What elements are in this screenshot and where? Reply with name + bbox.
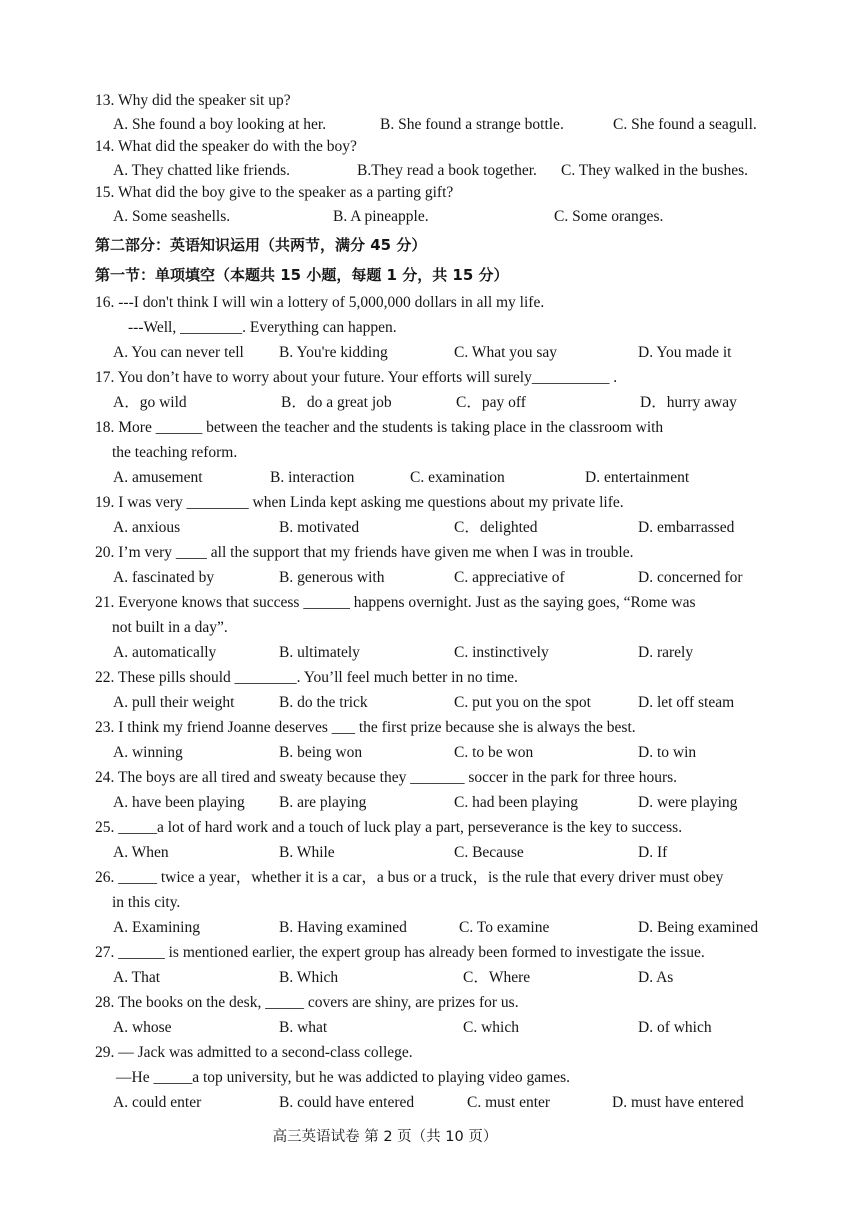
answer-option: A. That [113,969,161,986]
answer-option: B. Which [279,969,339,986]
answer-option: D. If [638,844,668,861]
answer-option: B. interaction [270,469,355,486]
question-text: 24. The boys are all tired and sweaty because they _______ soccer in the park for three hours. [95,769,678,786]
question-text: 26. _____ twice a year，whether it is a car，a bus or a truck，is the rule that every driver must obey [95,869,724,886]
page-footer: 高三英语试卷 第 2 页（共 10 页） [272,1129,498,1145]
answer-option: A．go wild [113,394,187,411]
answer-option: C. To examine [459,919,550,936]
answer-option: C. to be won [454,744,534,761]
answer-option: C. instinctively [454,644,549,661]
answer-option: A. automatically [113,644,217,661]
answer-option: A. anxious [113,519,181,536]
answer-option: A. winning [113,744,183,761]
answer-option: B. motivated [279,519,360,536]
answer-option: A. have been playing [113,794,245,811]
question-text: not built in a day”. [112,619,228,636]
answer-option: D. let off steam [638,694,735,711]
answer-option: A. When [113,844,169,861]
answer-option: A. Examining [113,919,200,936]
answer-option: B. are playing [279,794,367,811]
answer-option: D. You made it [638,344,732,361]
answer-option: D. embarrassed [638,519,735,536]
answer-option: D. concerned for [638,569,743,586]
question-text: 18. More ______ between the teacher and the students is taking place in the classroom with [95,419,664,436]
question-text: 21. Everyone knows that success ______ happens overnight. Just as the saying goes, “Rome was [95,594,696,611]
question-text: 20. I’m very ____ all the support that my friends have given me when I was in trouble. [95,544,634,561]
answer-option: C．delighted [454,519,538,536]
question-text: 23. I think my friend Joanne deserves ___ the first prize because she is always the best. [95,719,636,736]
question-text: 17. You don’t have to worry about your future. Your efforts will surely__________ . [95,369,618,386]
answer-option: D. must have entered [612,1094,744,1111]
answer-option: C. Because [454,844,524,861]
answer-option: C. had been playing [454,794,578,811]
answer-option: C. They walked in the bushes. [561,162,748,179]
question-text: 29. — Jack was admitted to a second-class college. [95,1044,413,1061]
answer-option: B. generous with [279,569,385,586]
answer-option: C. must enter [467,1094,551,1111]
answer-option: C. examination [410,469,505,486]
question-text: the teaching reform. [112,444,238,461]
answer-option: C. What you say [454,344,558,361]
answer-option: D．hurry away [640,394,737,411]
answer-option: B. ultimately [279,644,360,661]
answer-option: C．Where [463,969,531,986]
answer-option: D. entertainment [585,469,690,486]
answer-option: A. amusement [113,469,203,486]
question-text: 28. The books on the desk, _____ covers are shiny, are prizes for us. [95,994,519,1011]
answer-option: B. She found a strange bottle. [380,116,564,133]
answer-option: D. rarely [638,644,694,661]
question-text: 27. ______ is mentioned earlier, the expert group has already been formed to investigate the issue. [95,944,705,961]
question-text: 14. What did the speaker do with the boy? [95,138,357,155]
section-heading: 第一节：单项填空（本题共 15 小题，每题 1 分，共 15 分） [95,266,509,284]
question-text: 25. _____a lot of hard work and a touch of luck play a part, perseverance is the key to success. [95,819,683,836]
answer-option: B. being won [279,744,363,761]
answer-option: C. Some oranges. [554,208,664,225]
answer-option: A. Some seashells. [113,208,231,225]
question-text: 19. I was very ________ when Linda kept asking me questions about my private life. [95,494,624,511]
answer-option: C．pay off [456,394,526,411]
answer-option: D. were playing [638,794,738,811]
answer-option: A. She found a boy looking at her. [113,116,327,133]
section-heading: 第二部分：英语知识运用（共两节，满分 45 分） [95,236,427,254]
answer-option: B. You're kidding [279,344,388,361]
question-text: 22. These pills should ________. You’ll feel much better in no time. [95,669,518,686]
answer-option: D. Being examined [638,919,759,936]
answer-option: B．do a great job [281,394,392,411]
answer-option: A. They chatted like friends. [113,162,291,179]
answer-option: A. fascinated by [113,569,215,586]
answer-option: C. which [463,1019,519,1036]
question-text: —He _____a top university, but he was addicted to playing video games. [116,1069,570,1086]
answer-option: A. You can never tell [113,344,244,361]
answer-option: C. appreciative of [454,569,565,586]
answer-option: B. While [279,844,335,861]
question-text: in this city. [112,894,181,911]
question-text: 16. ---I don't think I will win a lottery of 5,000,000 dollars in all my life. [95,294,545,311]
answer-option: B. do the trick [279,694,368,711]
answer-option: B. Having examined [279,919,407,936]
answer-option: B. could have entered [279,1094,415,1111]
answer-option: C. put you on the spot [454,694,591,711]
question-text: 15. What did the boy give to the speaker as a parting gift? [95,184,454,201]
answer-option: D. of which [638,1019,712,1036]
answer-option: B.They read a book together. [357,162,537,179]
answer-option: A. whose [113,1019,172,1036]
question-text: 13. Why did the speaker sit up? [95,92,291,109]
answer-option: A. could enter [113,1094,202,1111]
answer-option: A. pull their weight [113,694,235,711]
answer-option: C. She found a seagull. [613,116,757,133]
answer-option: B. A pineapple. [333,208,429,225]
answer-option: D. to win [638,744,697,761]
question-text: ---Well, ________. Everything can happen. [128,319,397,336]
answer-option: D. As [638,969,674,986]
answer-option: B. what [279,1019,328,1036]
